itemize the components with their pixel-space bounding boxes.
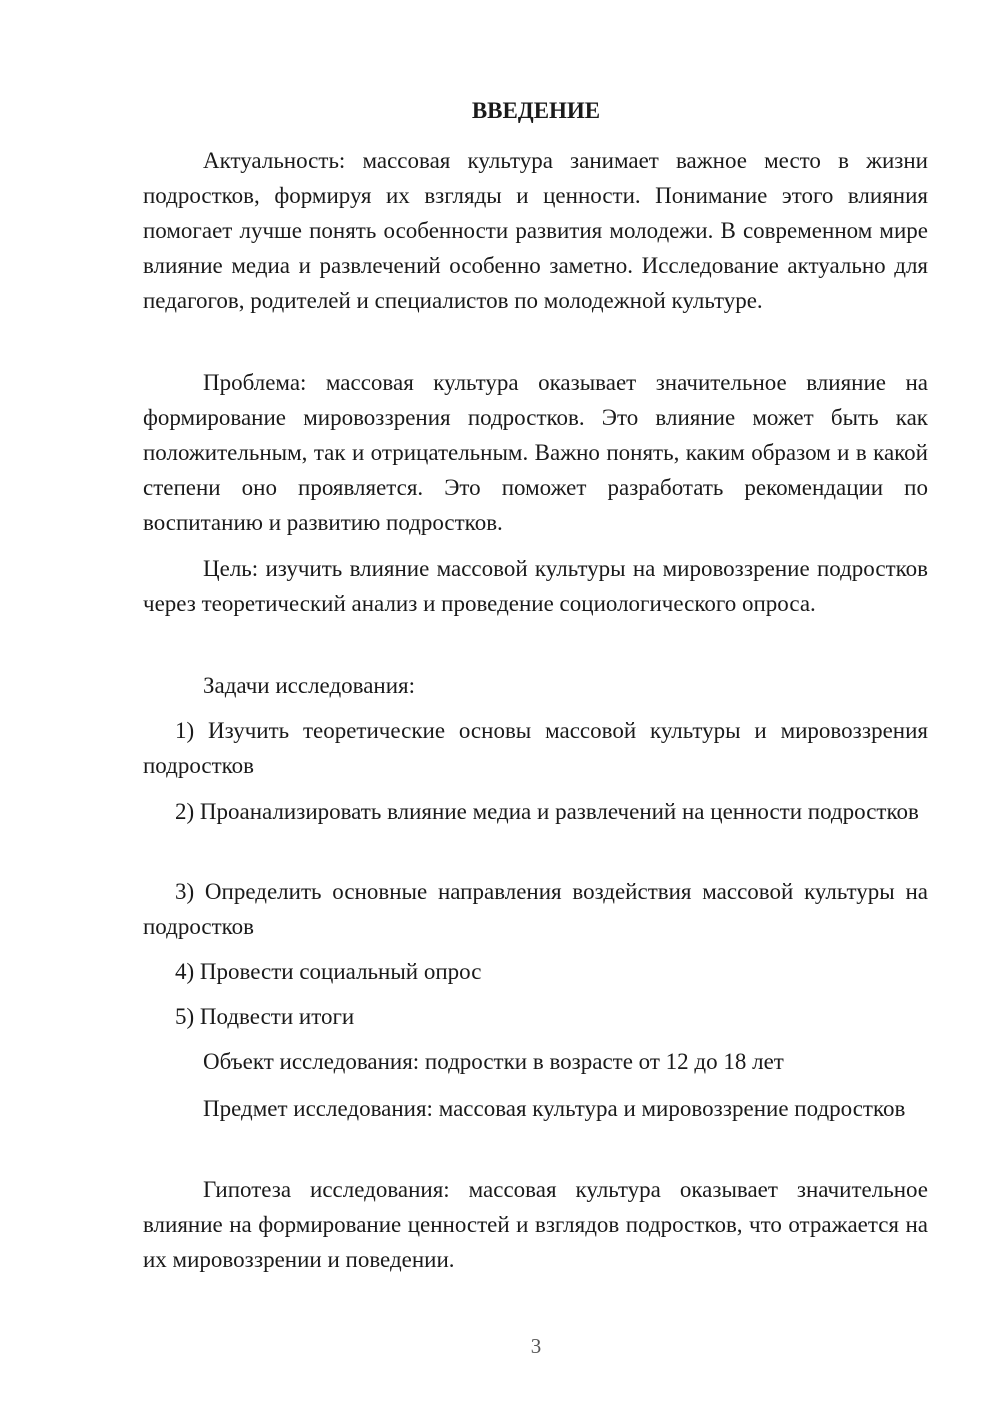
hypothesis-paragraph: Гипотеза исследования: массовая культура оказывает значительное влияние на формирование ценностей и взглядов подростков, что отражается на их мировоззрении и поведении. xyxy=(143,1177,928,1272)
task-item: 5) Подвести итоги xyxy=(175,1004,355,1029)
object-paragraph: Объект исследования: подростки в возрасте от 12 до 18 лет xyxy=(203,1049,784,1074)
relevance-paragraph: Актуальность: массовая культура занимает важное место в жизни подростков, формируя их взгляды и ценности. Понимание этого влияния помогает лучше понять особенности развития молодежи. В современном мире влияние медиа и развлечений особенно заметно. Исследование актуально для педагогов, родителей и специалистов по молодежной культуре. xyxy=(143,148,928,313)
task-item: 4) Провести социальный опрос xyxy=(175,959,482,984)
page-title: ВВЕДЕНИЕ xyxy=(471,98,601,123)
problem-paragraph: Проблема: массовая культура оказывает значительное влияние на формирование мировоззрения подростков. Это влияние может быть как положительным, так и отрицательным. Важно понять, каким образом и в какой степени оно проявляется. Это поможет разработать рекомендации по воспитанию и развитию подростков. xyxy=(143,370,928,535)
task-item: 2) Проанализировать влияние медиа и развлечений на ценности подростков xyxy=(175,799,919,824)
goal-paragraph: Цель: изучить влияние массовой культуры на мировоззрение подростков через теоретический анализ и проведение социологического опроса. xyxy=(143,556,928,616)
task-item: 1) Изучить теоретические основы массовой культуры и мировоззрения подростков xyxy=(143,718,928,778)
page-number: 3 xyxy=(530,1334,542,1358)
subject-paragraph: Предмет исследования: массовая культура и мировоззрение подростков xyxy=(203,1096,906,1121)
task-item: 3) Определить основные направления воздействия массовой культуры на подростков xyxy=(143,879,928,939)
tasks-heading: Задачи исследования: xyxy=(203,673,416,698)
